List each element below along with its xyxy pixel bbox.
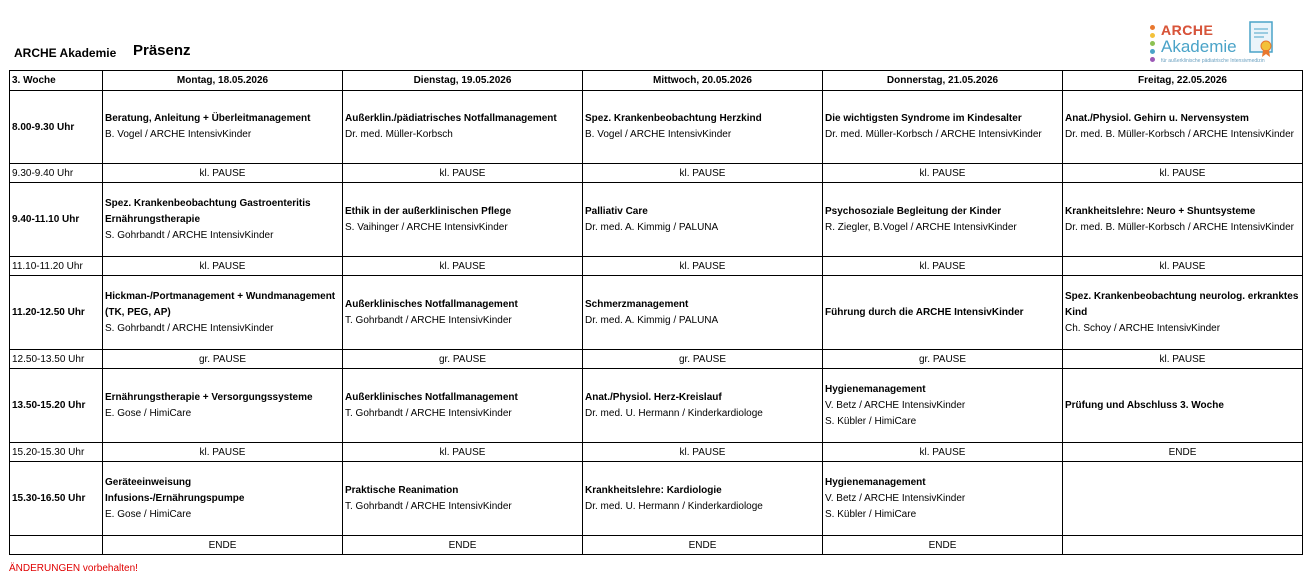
break-cell: kl. PAUSE <box>1063 350 1303 369</box>
session-title: Krankheitslehre: Neuro + Shuntsysteme <box>1065 205 1256 217</box>
break-cell: ENDE <box>583 536 823 555</box>
session-title: Spez. Krankenbeobachtung neurolog. erkranktes Kind <box>1065 290 1299 318</box>
session-title: Infusions-/Ernährungspumpe <box>105 492 245 504</box>
session-title: Außerklinisches Notfallmanagement <box>345 298 518 310</box>
break-cell: kl. PAUSE <box>103 257 343 276</box>
session-presenter: T. Gohrbandt / ARCHE IntensivKinder <box>345 407 512 419</box>
session-cell <box>583 183 823 257</box>
session-presenter: V. Betz / ARCHE IntensivKinder <box>825 399 966 411</box>
session-title: Hickman-/Portmanagement + Wundmanagement <box>105 290 336 302</box>
mode-label: Präsenz <box>133 42 191 59</box>
session-presenter: T. Gohrbandt / ARCHE IntensivKinder <box>345 500 512 512</box>
session-cell <box>1063 276 1303 350</box>
session-title: Die wichtigsten Syndrome im Kindesalter <box>825 113 1022 124</box>
session-cell <box>823 276 1063 350</box>
certificate-icon <box>1248 20 1276 60</box>
break-cell: kl. PAUSE <box>343 257 583 276</box>
session-title: (TK, PEG, AP) <box>105 306 171 318</box>
session-cell <box>583 369 823 443</box>
logo-dots-icon <box>1150 25 1156 65</box>
session-presenter: Dr. med. A. Kimmig / PALUNA <box>585 221 719 233</box>
break-cell: kl. PAUSE <box>823 164 1063 183</box>
session-presenter: S. Vaihinger / ARCHE IntensivKinder <box>345 221 508 233</box>
time-slot <box>10 536 103 555</box>
break-cell: kl. PAUSE <box>823 443 1063 462</box>
header-row <box>10 71 1303 91</box>
break-cell: gr. PAUSE <box>103 350 343 369</box>
session-cell <box>103 91 343 164</box>
session-presenter: Dr. med. B. Müller-Korbsch / ARCHE IntensivKinder <box>1065 129 1294 140</box>
session-row <box>10 462 1303 536</box>
session-row <box>10 91 1303 164</box>
session-cell <box>583 462 823 536</box>
session-cell <box>823 369 1063 443</box>
session-cell <box>103 462 343 536</box>
session-title: Hygienemanagement <box>825 476 926 488</box>
session-cell <box>1063 462 1303 536</box>
session-cell <box>823 91 1063 164</box>
changes-notice: ÄNDERUNGEN vorbehalten! <box>9 563 138 574</box>
session-title: Führung durch die ARCHE IntensivKinder <box>825 306 1024 318</box>
session-title: Ernährungstherapie + Versorgungssysteme <box>105 391 313 403</box>
session-cell <box>583 91 823 164</box>
time-slot: 9.30-9.40 Uhr <box>10 164 103 183</box>
session-cell <box>343 91 583 164</box>
break-cell: kl. PAUSE <box>823 257 1063 276</box>
break-cell: kl. PAUSE <box>103 443 343 462</box>
session-title: Ethik in der außerklinischen Pflege <box>345 205 512 217</box>
session-cell <box>103 276 343 350</box>
break-cell: gr. PAUSE <box>823 350 1063 369</box>
time-slot: 9.40-11.10 Uhr <box>10 183 103 257</box>
session-cell <box>103 369 343 443</box>
session-title: Spez. Krankenbeobachtung Gastroenteritis <box>105 197 311 209</box>
day-header: Freitag, 22.05.2026 <box>1063 71 1303 91</box>
session-presenter: Dr. med. Müller-Korbsch <box>345 129 453 140</box>
session-cell <box>1063 91 1303 164</box>
break-row <box>10 164 1303 183</box>
session-title: Palliativ Care <box>585 205 648 217</box>
session-title: Krankheitslehre: Kardiologie <box>585 484 722 496</box>
session-row <box>10 369 1303 443</box>
break-row <box>10 536 1303 555</box>
session-presenter: B. Vogel / ARCHE IntensivKinder <box>585 129 732 140</box>
logo-line1: ARCHE <box>1161 22 1214 38</box>
session-presenter: Ch. Schoy / ARCHE IntensivKinder <box>1065 322 1221 334</box>
break-cell: ENDE <box>103 536 343 555</box>
break-cell: kl. PAUSE <box>343 443 583 462</box>
break-row <box>10 257 1303 276</box>
break-cell: kl. PAUSE <box>583 257 823 276</box>
logo-line2: Akademie <box>1161 37 1237 56</box>
session-presenter: R. Ziegler, B.Vogel / ARCHE IntensivKinder <box>825 221 1017 233</box>
time-slot: 15.20-15.30 Uhr <box>10 443 103 462</box>
break-cell: kl. PAUSE <box>1063 257 1303 276</box>
break-cell: gr. PAUSE <box>343 350 583 369</box>
day-header: Montag, 18.05.2026 <box>103 71 343 91</box>
page-header <box>0 0 1315 70</box>
week-label: 3. Woche <box>10 71 103 91</box>
break-cell: kl. PAUSE <box>583 443 823 462</box>
break-cell: ENDE <box>1063 443 1303 462</box>
break-cell: kl. PAUSE <box>103 164 343 183</box>
session-title: Beratung, Anleitung + Überleitmanagement <box>105 113 311 124</box>
session-title: Anat./Physiol. Herz-Kreislauf <box>585 391 722 403</box>
session-title: Prüfung und Abschluss 3. Woche <box>1065 399 1224 411</box>
arche-logo <box>1148 20 1278 68</box>
time-slot: 8.00-9.30 Uhr <box>10 91 103 164</box>
session-cell <box>583 276 823 350</box>
schedule-table <box>9 70 1303 555</box>
session-presenter: Dr. med. U. Hermann / Kinderkardiologe <box>585 500 763 512</box>
session-title: Hygienemanagement <box>825 383 926 395</box>
session-title: Anat./Physiol. Gehirn u. Nervensystem <box>1065 113 1249 124</box>
session-cell <box>343 462 583 536</box>
time-slot: 15.30-16.50 Uhr <box>10 462 103 536</box>
time-slot: 12.50-13.50 Uhr <box>10 350 103 369</box>
session-cell <box>823 462 1063 536</box>
break-row <box>10 350 1303 369</box>
session-title: Spez. Krankenbeobachtung Herzkind <box>585 113 762 124</box>
session-presenter: E. Gose / HimiCare <box>105 407 192 419</box>
session-cell <box>343 276 583 350</box>
session-title: Ernährungstherapie <box>105 213 201 225</box>
day-header: Dienstag, 19.05.2026 <box>343 71 583 91</box>
session-title: Praktische Reanimation <box>345 484 459 496</box>
session-presenter: S. Kübler / HimiCare <box>825 415 917 427</box>
session-title: Außerklinisches Notfallmanagement <box>345 391 518 403</box>
break-cell: ENDE <box>343 536 583 555</box>
session-presenter: V. Betz / ARCHE IntensivKinder <box>825 492 966 504</box>
session-cell <box>1063 369 1303 443</box>
session-presenter: E. Gose / HimiCare <box>105 508 192 520</box>
session-presenter: B. Vogel / ARCHE IntensivKinder <box>105 129 252 140</box>
break-cell: kl. PAUSE <box>343 164 583 183</box>
session-presenter: Dr. med. U. Hermann / Kinderkardiologe <box>585 407 763 419</box>
session-title: Psychosoziale Begleitung der Kinder <box>825 205 1002 217</box>
session-title: Außerklin./pädiatrisches Notfallmanagement <box>345 113 557 124</box>
break-cell <box>1063 536 1303 555</box>
break-cell: kl. PAUSE <box>1063 164 1303 183</box>
session-presenter: S. Gohrbandt / ARCHE IntensivKinder <box>105 229 274 241</box>
time-slot: 11.20-12.50 Uhr <box>10 276 103 350</box>
break-cell: kl. PAUSE <box>583 164 823 183</box>
break-cell: ENDE <box>823 536 1063 555</box>
session-presenter: Dr. med. Müller-Korbsch / ARCHE IntensivKinder <box>825 129 1042 140</box>
time-slot: 13.50-15.20 Uhr <box>10 369 103 443</box>
session-row <box>10 276 1303 350</box>
time-slot: 11.10-11.20 Uhr <box>10 257 103 276</box>
session-cell <box>343 183 583 257</box>
day-header: Donnerstag, 21.05.2026 <box>823 71 1063 91</box>
session-title: Geräteeinweisung <box>105 476 192 488</box>
session-row <box>10 183 1303 257</box>
logo-line3: für außerklinische pädiatrische Intensivmedizin <box>1161 58 1265 64</box>
break-cell: gr. PAUSE <box>583 350 823 369</box>
session-cell <box>1063 183 1303 257</box>
session-presenter: S. Gohrbandt / ARCHE IntensivKinder <box>105 322 274 334</box>
session-presenter: S. Kübler / HimiCare <box>825 508 917 520</box>
session-cell <box>823 183 1063 257</box>
session-presenter: Dr. med. B. Müller-Korbsch / ARCHE IntensivKinder <box>1065 221 1294 233</box>
session-cell <box>343 369 583 443</box>
session-presenter: Dr. med. A. Kimmig / PALUNA <box>585 314 719 326</box>
session-presenter: T. Gohrbandt / ARCHE IntensivKinder <box>345 314 512 326</box>
org-name: ARCHE Akademie <box>14 46 117 60</box>
session-title: Schmerzmanagement <box>585 298 689 310</box>
session-cell <box>103 183 343 257</box>
day-header: Mittwoch, 20.05.2026 <box>583 71 823 91</box>
break-row <box>10 443 1303 462</box>
